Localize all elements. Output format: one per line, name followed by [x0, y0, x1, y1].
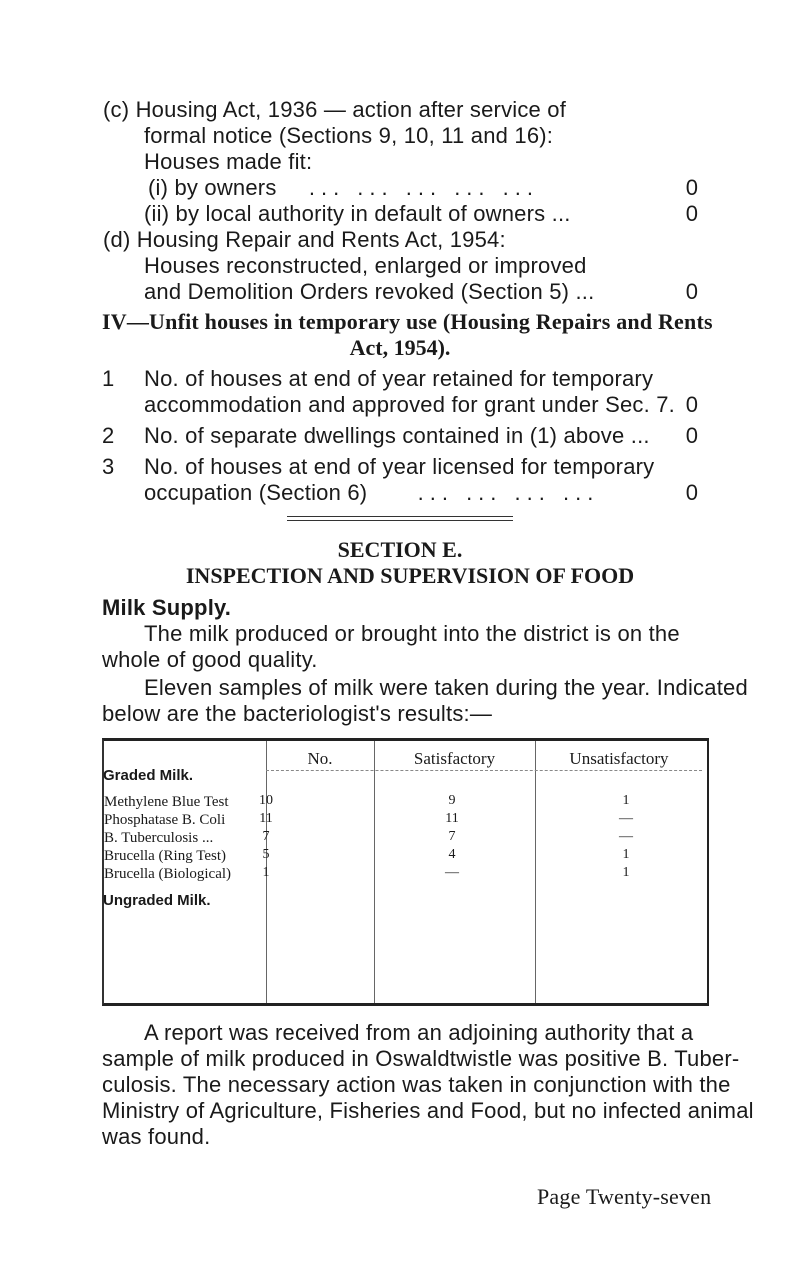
milk-para1-line2: whole of good quality.: [102, 647, 318, 672]
column-header-unsatisfactory: Unsatisfactory: [569, 749, 669, 768]
table-column-divider-3: [535, 741, 536, 1003]
table-header-rule: [266, 770, 702, 771]
section-iv-item-2-num: 2: [102, 423, 115, 448]
report-line3: culosis. The necessary action was taken in conjunction with the: [102, 1072, 731, 1097]
milk-supply-heading: Milk Supply.: [102, 595, 232, 620]
report-line4: Ministry of Agriculture, Fisheries and Food, but no infected animal: [102, 1098, 754, 1123]
housing-d-value: 0: [685, 279, 698, 304]
table-row-4-sat: 4: [448, 847, 456, 862]
section-divider-top: [287, 516, 513, 517]
report-line1: A report was received from an adjoining authority that a: [144, 1020, 694, 1045]
housing-c-item-ii-value: 0: [685, 201, 698, 226]
table-row-2-test: Phosphatase B. Coli: [104, 812, 226, 828]
table-row-4-test: Brucella (Ring Test): [104, 848, 226, 864]
housing-c-item-i: [148, 175, 539, 201]
section-iv-item-3-line2: [144, 480, 599, 506]
graded-milk-label: Graded Milk.: [103, 767, 194, 784]
section-e-title: SECTION E.: [337, 537, 463, 562]
housing-d-line2: Houses reconstructed, enlarged or improved: [144, 253, 587, 278]
report-line5: was found.: [102, 1124, 211, 1149]
section-iv-item-3-line2-text: occupation (Section 6): [144, 480, 368, 505]
section-iv-item-2-line1: No. of separate dwellings contained in (1) above ...: [144, 423, 650, 448]
table-row-1-unsat: 1: [622, 793, 630, 808]
ungraded-milk-label: Ungraded Milk.: [103, 892, 211, 909]
page-number: Page Twenty-seven: [537, 1184, 712, 1209]
table-row-4-unsat: 1: [622, 847, 630, 862]
section-iv-item-3-dots: ... ... ... ...: [417, 480, 600, 505]
table-row-5-test: Brucella (Biological): [104, 866, 232, 882]
table-row-3-no: 7: [262, 829, 270, 844]
table-row-2-sat: 11: [445, 811, 459, 826]
table-row-5-unsat: 1: [622, 865, 630, 880]
housing-d-line3: and Demolition Orders revoked (Section 5) ...: [144, 279, 595, 304]
section-iv-item-1-line1: No. of houses at end of year retained for temporary: [144, 366, 654, 391]
section-iv-item-3-num: 3: [102, 454, 115, 479]
column-header-no: No.: [307, 749, 333, 768]
housing-c-line1: (c) Housing Act, 1936 — action after service of: [103, 97, 567, 122]
table-row-4-no: 5: [262, 847, 270, 862]
milk-para2-line2: below are the bacteriologist's results:—: [102, 701, 493, 726]
housing-c-item-i-label: (i) by owners: [148, 175, 277, 200]
table-row-2-unsat: —: [619, 811, 633, 826]
section-e-subtitle: INSPECTION AND SUPERVISION OF FOOD: [185, 563, 635, 588]
table-row-5-no: 1: [262, 865, 270, 880]
section-divider-bottom: [287, 520, 513, 521]
section-iv-item-2-value: 0: [685, 423, 698, 448]
table-row-1-test: Methylene Blue Test: [104, 794, 229, 810]
housing-c-item-i-value: 0: [685, 175, 698, 200]
section-iv-item-1-value: 0: [685, 392, 698, 417]
column-header-satisfactory: Satisfactory: [413, 749, 496, 768]
section-iv-item-3-line1: No. of houses at end of year licensed for temporary: [144, 454, 655, 479]
table-row-1-no: 10: [259, 793, 273, 808]
housing-c-item-ii: (ii) by local authority in default of owners ...: [144, 201, 571, 226]
housing-c-item-i-dots: ... ... ... ... ...: [308, 175, 539, 200]
section-iv-item-3-value: 0: [685, 480, 698, 505]
report-line2: sample of milk produced in Oswaldtwistle was positive B. Tuber-: [102, 1046, 740, 1071]
table-row-1-sat: 9: [448, 793, 456, 808]
housing-c-line2: formal notice (Sections 9, 10, 11 and 16):: [144, 123, 554, 148]
housing-c-line3: Houses made fit:: [144, 149, 313, 174]
table-column-divider-2: [374, 741, 375, 1003]
section-iv-heading-cont: Act, 1954).: [349, 335, 451, 360]
table-row-2-no: 11: [259, 811, 273, 826]
table-row-3-unsat: —: [619, 829, 633, 844]
housing-d-line1: (d) Housing Repair and Rents Act, 1954:: [103, 227, 506, 252]
table-row-3-test: B. Tuberculosis ...: [104, 830, 214, 846]
section-iv-item-1-line2: accommodation and approved for grant under Sec. 7.: [144, 392, 675, 417]
milk-para1-line1: The milk produced or brought into the district is on the: [144, 621, 680, 646]
milk-para2-line1: Eleven samples of milk were taken during the year. Indicated: [144, 675, 748, 700]
table-row-3-sat: 7: [448, 829, 456, 844]
table-row-5-sat: —: [445, 865, 459, 880]
section-iv-item-1-num: 1: [102, 366, 115, 391]
section-iv-heading: IV—Unfit houses in temporary use (Housing Repairs and Rents: [102, 309, 713, 334]
